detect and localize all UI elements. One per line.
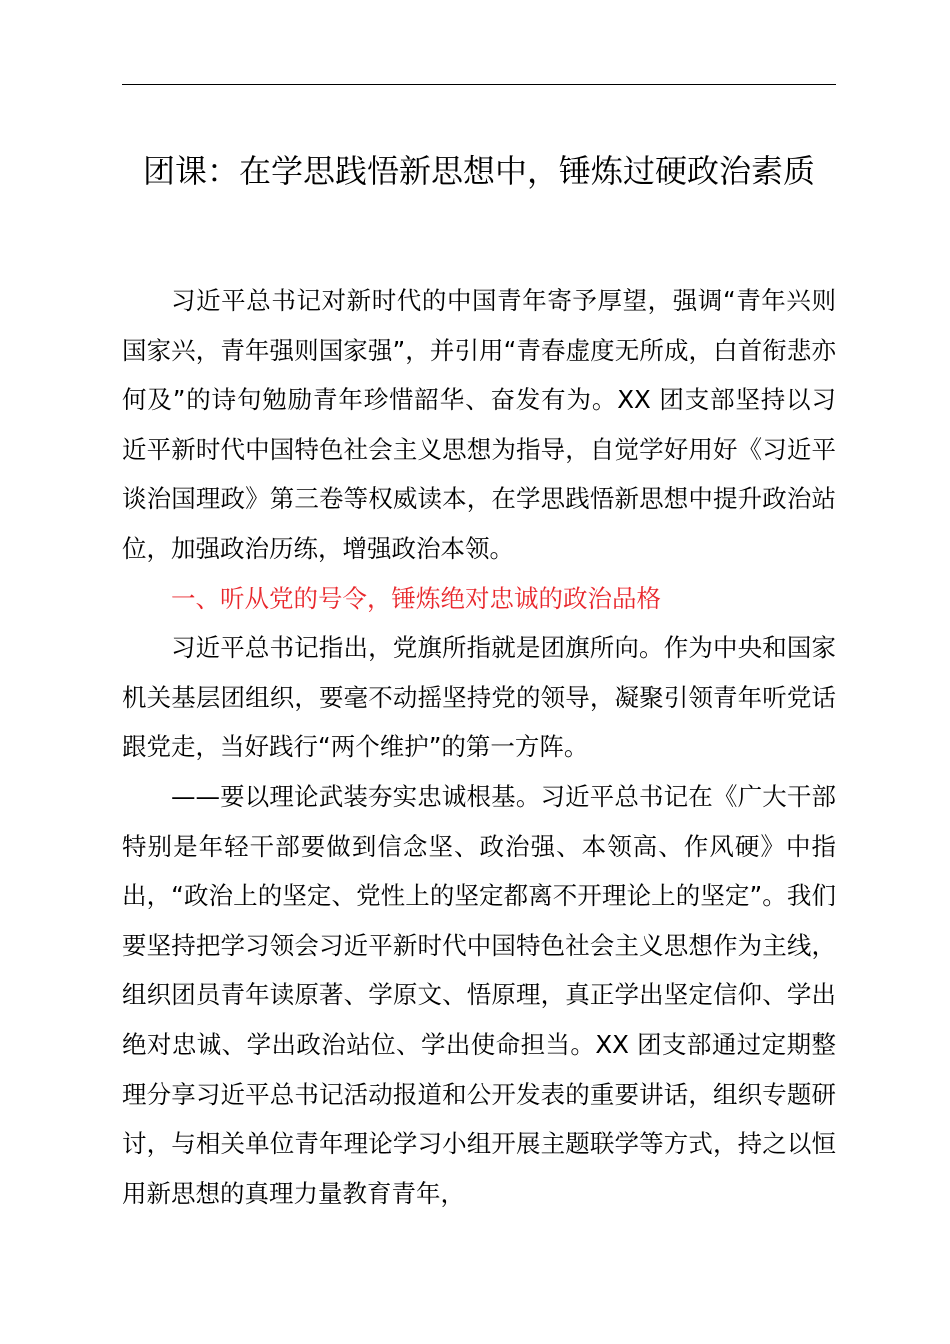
intro-paragraph: 习近平总书记对新时代的中国青年寄予厚望，强调“青年兴则国家兴，青年强则国家强”，并引用“青春虚度无所成，白首衔悲亦何及”的诗句勉励青年珍惜韶华、奋发有为。XX 团支部坚持以习近平新时代中国特色社会主义思想为指导，自觉学好用好《习近平谈治国理政》第三卷等权威读本，在学思践悟新思想中提升政治站位，加强政治历练，增强政治本领。 bbox=[122, 286, 836, 563]
section-1-paragraph-2: ——要以理论武装夯实忠诚根基。习近平总书记在《广大干部特别是年轻干部要做到信念坚、政治强、本领高、作风硬》中指出，“政治上的坚定、党性上的坚定都离不开理论上的坚定”。我们要坚持把学习领会习近平新时代中国特色社会主义思想作为主线，组织团员青年读原著、学原文、悟原理，真正学出坚定信仰、学出绝对忠诚、学出政治站位、学出使命担当。XX 团支部通过定期整理分享习近平总书记活动报道和公开发表的重要讲话，组织专题研讨，与相关单位青年理论学习小组开展主题联学等方式，持之以恒用新思想的真理力量教育青年， bbox=[122, 781, 836, 1208]
document-title: 团课：在学思践悟新思想中，锤炼过硬政治素质 bbox=[142, 152, 815, 190]
document-body bbox=[122, 276, 836, 1218]
section-heading-1: 一、听从党的号令，锤炼绝对忠诚的政治品格 bbox=[171, 583, 661, 613]
section-1-paragraph-1: 习近平总书记指出，党旗所指就是团旗所向。作为中央和国家机关基层团组织，要毫不动摇坚持党的领导，凝聚引领青年听党话跟党走，当好践行“两个维护”的第一方阵。 bbox=[122, 633, 836, 762]
header-rule bbox=[122, 84, 836, 85]
